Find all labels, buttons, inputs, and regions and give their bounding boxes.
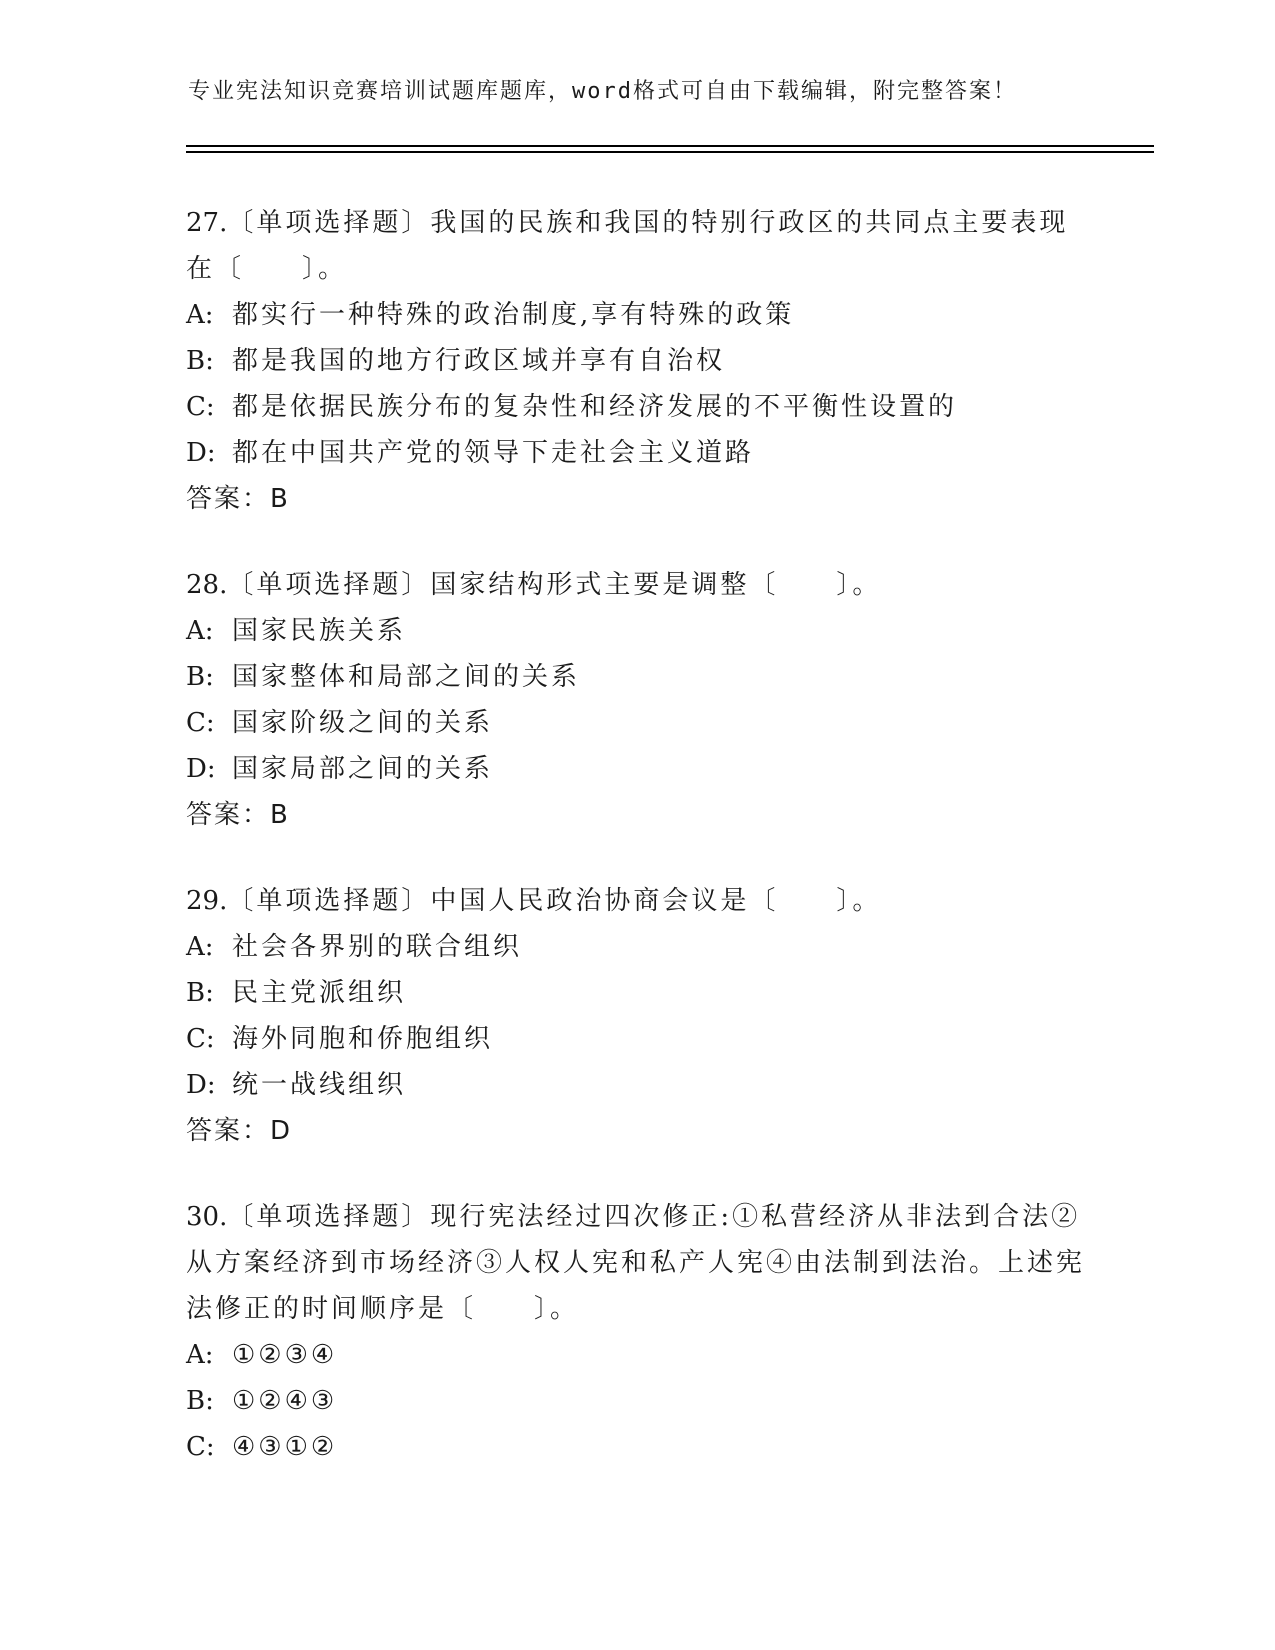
option-c (186, 700, 1086, 746)
question-28 (186, 562, 1086, 838)
option-text: ①②③④ (232, 1340, 338, 1370)
option-text: ①②④③ (232, 1386, 338, 1416)
option-letter: D: (186, 1070, 216, 1100)
question-stem (186, 878, 1086, 924)
option-text: 国家整体和局部之间的关系 (232, 662, 581, 692)
option-a (186, 292, 1086, 338)
option-letter: B: (186, 346, 214, 376)
option-text: 都是我国的地方行政区域并享有自治权 (232, 346, 726, 376)
question-number: 29. (186, 886, 228, 916)
option-letter: A: (186, 300, 214, 330)
option-letter: C: (186, 708, 215, 738)
question-27 (186, 200, 1086, 522)
option-letter: C: (186, 392, 215, 422)
option-text: ④③①② (232, 1432, 338, 1462)
question-number: 28. (186, 570, 228, 600)
question-stem (186, 200, 1086, 292)
answer-line (186, 1108, 1086, 1154)
option-text: 海外同胞和侨胞组织 (232, 1024, 494, 1054)
option-a (186, 924, 1086, 970)
option-d (186, 1062, 1086, 1108)
answer-value: B (270, 800, 288, 830)
option-letter: A: (186, 1340, 214, 1370)
option-d (186, 746, 1086, 792)
question-30 (186, 1194, 1086, 1470)
option-letter: B: (186, 978, 214, 1008)
option-text: 都实行一种特殊的政治制度,享有特殊的政策 (232, 300, 795, 330)
question-text: 〔单项选择题〕现行宪法经过四次修正:①私营经济从非法到合法②从方案经济到市场经济③人权人宪和私产人宪④由法制到法治。上述宪法修正的时间顺序是〔 〕。 (186, 1202, 1086, 1324)
question-29 (186, 878, 1086, 1154)
option-letter: D: (186, 438, 216, 468)
header-rule-top (186, 145, 1154, 147)
answer-label: 答案： (186, 800, 271, 830)
page-header: 专业宪法知识竞赛培训试题库题库，word格式可自由下载编辑，附完整答案！ (188, 79, 1017, 104)
option-c (186, 1016, 1086, 1062)
option-text: 民主党派组织 (232, 978, 407, 1008)
option-b (186, 1378, 1086, 1424)
question-stem (186, 562, 1086, 608)
option-b (186, 654, 1086, 700)
option-text: 都在中国共产党的领导下走社会主义道路 (232, 438, 755, 468)
option-d (186, 430, 1086, 476)
answer-line (186, 476, 1086, 522)
option-letter: B: (186, 662, 214, 692)
option-letter: A: (186, 616, 214, 646)
option-letter: D: (186, 754, 216, 784)
option-text: 国家民族关系 (232, 616, 407, 646)
option-text: 统一战线组织 (232, 1070, 407, 1100)
answer-label: 答案： (186, 1116, 271, 1146)
header-rule-bottom (186, 151, 1154, 153)
option-c (186, 384, 1086, 430)
option-letter: A: (186, 932, 214, 962)
answer-value: D (270, 1116, 291, 1146)
answer-line (186, 792, 1086, 838)
option-text: 国家阶级之间的关系 (232, 708, 494, 738)
option-a (186, 1332, 1086, 1378)
option-letter: C: (186, 1024, 215, 1054)
option-b (186, 970, 1086, 1016)
option-text: 都是依据民族分布的复杂性和经济发展的不平衡性设置的 (232, 392, 958, 422)
answer-value: B (270, 484, 288, 514)
question-number: 27. (186, 208, 228, 238)
option-text: 社会各界别的联合组织 (232, 932, 523, 962)
answer-label: 答案： (186, 484, 271, 514)
question-text: 〔单项选择题〕我国的民族和我国的特别行政区的共同点主要表现在〔 〕。 (186, 208, 1069, 284)
question-stem (186, 1194, 1086, 1332)
option-a (186, 608, 1086, 654)
question-number: 30. (186, 1202, 228, 1232)
option-letter: C: (186, 1432, 215, 1462)
option-text: 国家局部之间的关系 (232, 754, 494, 784)
question-list (186, 200, 1086, 1510)
option-letter: B: (186, 1386, 214, 1416)
question-text: 〔单项选择题〕中国人民政治协商会议是〔 〕。 (227, 886, 882, 916)
option-c (186, 1424, 1086, 1470)
question-text: 〔单项选择题〕国家结构形式主要是调整〔 〕。 (227, 570, 882, 600)
option-b (186, 338, 1086, 384)
